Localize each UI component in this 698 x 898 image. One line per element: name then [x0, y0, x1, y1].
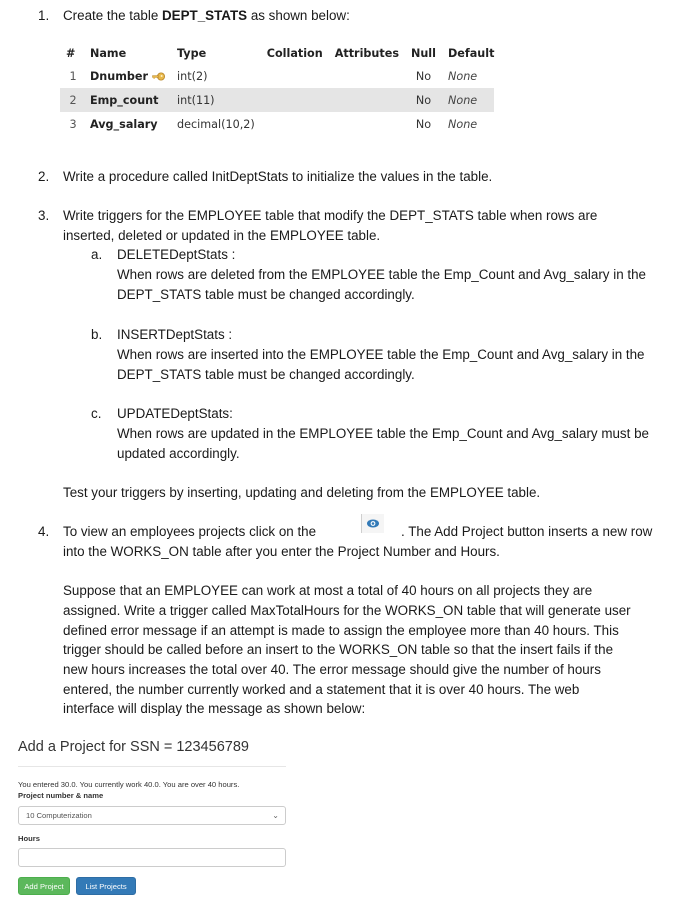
item-4-para-line: new hours increases the total over 40. The error message should give the number of hours — [63, 662, 601, 677]
item-2-number: 2. — [38, 169, 50, 184]
col-header-default: Default — [447, 46, 495, 60]
item-3b-line-1: When rows are inserted into the EMPLOYEE table the Emp_Count and Avg_salary in the — [117, 347, 645, 362]
row-null: No — [415, 69, 432, 83]
item-4-para-line: interface will display the message as shown below: — [63, 701, 366, 716]
row-name-cell — [84, 64, 171, 88]
item-4-line-1-pre: To view an employees projects click on the — [63, 524, 317, 539]
item-4-para-line: entered, the number currently worked and a statement that it is over 40 hours. The web — [63, 682, 580, 697]
item-4-para-line: trigger should be called before an insert to the WORKS_ON table so that the insert fails if the — [63, 642, 614, 657]
row-attributes — [329, 88, 405, 112]
row-collation — [261, 88, 329, 112]
project-select[interactable] — [18, 806, 286, 825]
form-divider — [18, 766, 286, 767]
table-row — [60, 64, 494, 88]
item-3a-line-2: DEPT_STATS table must be changed accordingly. — [117, 287, 415, 302]
item-1-number: 1. — [38, 8, 50, 23]
item-3a-line-1: When rows are deleted from the EMPLOYEE table the Emp_Count and Avg_salary in the — [117, 267, 646, 282]
item-3-line-1: Write triggers for the EMPLOYEE table that modify the DEPT_STATS table when rows are — [63, 208, 598, 223]
item-3a-title: DELETEDeptStats : — [117, 247, 236, 262]
row-attributes — [329, 64, 405, 88]
item-2-text: Write a procedure called InitDeptStats to initialize the values in the table. — [63, 169, 493, 184]
col-header-attributes: Attributes — [334, 46, 399, 60]
hours-label: Hours — [18, 834, 40, 843]
row-null: No — [415, 117, 432, 131]
row-attributes — [329, 112, 405, 136]
view-projects-button[interactable] — [361, 514, 384, 533]
list-projects-button[interactable]: List Projects — [76, 877, 136, 895]
item-3b-title: INSERTDeptStats : — [117, 327, 233, 342]
error-message: You entered 30.0. You currently work 40.0. You are over 40 hours. — [18, 780, 240, 789]
item-4-para-line: Suppose that an EMPLOYEE can work at most a total of 40 hours on all projects they are — [63, 583, 593, 598]
row-default: None — [447, 117, 478, 131]
item-3c-letter: c. — [91, 406, 102, 421]
row-collation — [261, 64, 329, 88]
col-header-name: Name — [90, 46, 127, 60]
key-icon — [152, 72, 165, 81]
project-select-value: 10 Computerization — [26, 811, 92, 820]
chevron-down-icon: ⌄ — [272, 811, 279, 820]
row-name: Emp_count — [84, 88, 171, 112]
project-label: Project number & name — [18, 791, 104, 800]
col-header-collation: Collation — [266, 46, 323, 60]
col-header-type: Type — [177, 46, 207, 60]
item-4-line-2: into the WORKS_ON table after you enter the Project Number and Hours. — [63, 544, 500, 559]
row-type: int(2) — [177, 69, 208, 83]
item-3-line-2: inserted, deleted or updated in the EMPLOYEE table. — [63, 228, 381, 243]
item-3c-line-1: When rows are updated in the EMPLOYEE table the Emp_Count and Avg_salary must be — [117, 426, 649, 441]
item-3-test-note: Test your triggers by inserting, updating and deleting from the EMPLOYEE table. — [63, 485, 541, 500]
row-default: None — [447, 69, 478, 83]
eye-icon — [362, 514, 384, 533]
hours-input[interactable] — [18, 848, 286, 867]
row-collation — [261, 112, 329, 136]
item-4-line-1-post: . The Add Project button inserts a new row — [401, 524, 653, 539]
col-header-null: Null — [410, 46, 436, 60]
row-type: int(11) — [171, 88, 261, 112]
col-header-num: # — [66, 46, 76, 60]
row-type: decimal(10,2) — [177, 117, 255, 131]
item-3a-letter: a. — [91, 247, 103, 262]
item-3b-line-2: DEPT_STATS table must be changed accordingly. — [117, 367, 415, 382]
row-null: No — [405, 88, 442, 112]
item-4-number: 4. — [38, 524, 50, 539]
row-num: 1 — [69, 69, 77, 83]
table-row — [60, 112, 494, 136]
table-header-row — [60, 42, 494, 64]
form-title: Add a Project for SSN = 123456789 — [18, 739, 249, 755]
item-1-table-name: DEPT_STATS — [162, 8, 248, 23]
item-1-pre: Create the table — [63, 8, 163, 23]
add-project-button[interactable]: Add Project — [18, 877, 70, 895]
item-3c-line-2: updated accordingly. — [117, 446, 240, 461]
item-1-text — [63, 6, 350, 25]
row-default: None — [442, 88, 494, 112]
item-3-number: 3. — [38, 208, 50, 223]
row-num: 3 — [69, 117, 77, 131]
item-3b-letter: b. — [91, 327, 103, 342]
table-row — [60, 88, 494, 112]
item-4-para-line: defined error message if an attempt is made to assign the employee more than 40 hours. This — [63, 623, 619, 638]
item-3c-title: UPDATEDeptStats: — [117, 406, 233, 421]
item-1-post: as shown below: — [247, 8, 350, 23]
row-num: 2 — [60, 88, 84, 112]
item-4-para-line: assigned. Write a trigger called MaxTotalHours for the WORKS_ON table that will generate user — [63, 603, 631, 618]
dept-stats-structure-table — [60, 42, 494, 136]
row-name: Dnumber — [90, 69, 148, 83]
row-name: Avg_salary — [90, 117, 158, 131]
